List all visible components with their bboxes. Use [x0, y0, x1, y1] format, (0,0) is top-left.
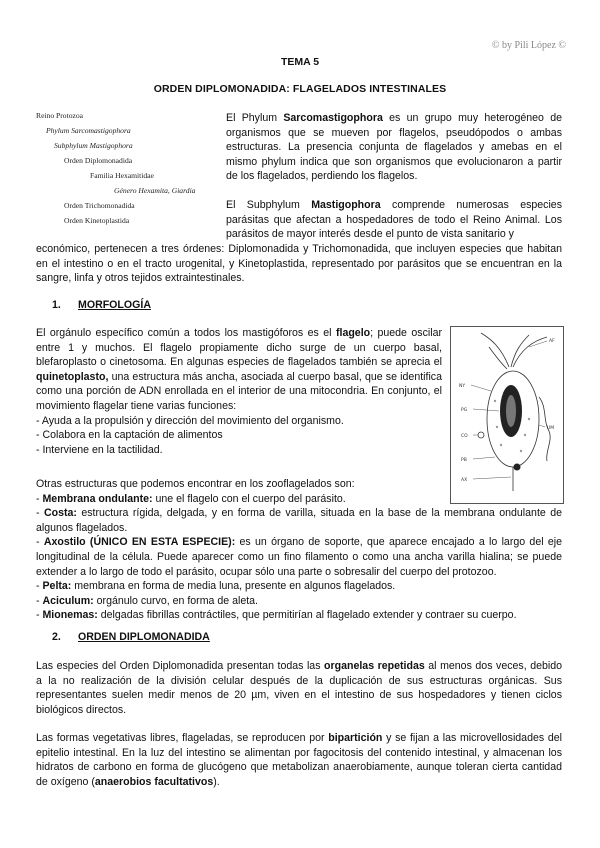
dip-p2-text-a: Las formas vegetativas libres, flageladas, se reproducen por: [36, 732, 329, 744]
structure-text: orgánulo curvo, en forma de aleta.: [93, 594, 259, 607]
figure-label: UM: [547, 426, 555, 431]
structure-term: Membrana ondulante:: [42, 492, 153, 505]
taxonomy-orden-trichomonadida: Orden Trichomonadida: [64, 201, 135, 210]
section-title: MORFOLOGÍA: [78, 299, 151, 311]
structure-item: - Aciculum: orgánulo curvo, en forma de aleta.: [36, 594, 259, 607]
morf-list-item: - Colabora en la captación de alimentos: [36, 429, 223, 442]
intro-p1-text-c: es un grupo muy heterogéneo de organismos que se mueven por flagelos, pseudópodos o ambas estructuras. La presencia conjunta de flagelados y amebas en el mismo phylum indica que son organismos que evolucionaron a partir de los flagelados, perdiendo los flagelos.: [226, 112, 562, 183]
section-number: 2.: [52, 631, 61, 643]
morf-term-flagelo: flagelo: [335, 327, 371, 339]
morf-list-item: - Interviene en la tactilidad.: [36, 443, 163, 456]
structure-term: Mionemas:: [42, 609, 98, 622]
figure-label: NY: [459, 384, 466, 389]
taxonomy-phylum: Phylum Sarcomastigophora: [46, 126, 131, 135]
dip-p2-text-c: y se fijan a las microvellosidades del epitelio intestinal. En la luz del intestino se alimentan por fagocitosis del contenido intestinal, y almacenan los hidratos de carbono en forma de glucógeno que metabolizan anaerobiamente, aunque toleran cierta cantidad de oxígeno (: [36, 732, 562, 788]
intro-paragraph-2: [226, 198, 562, 242]
dip-p1-text-c: al menos dos veces, debido a la no realización de la división celular después de la duplicación de sus estructuras orgánicas. Sus representantes suelen medir menos de 20 µm, viven en el intestino de sus hospedadores y tienen ciclos biológicos directos.: [36, 660, 563, 716]
figure-label: PG: [461, 408, 468, 413]
section-heading-morfologia: [52, 299, 151, 311]
structure-item: - Axostilo (ÚNICO EN ESTA ESPECIE): es un órgano de soporte, que aparece encajado a lo largo del eje longitudinal de la célula. Puede aparecer como un fino filamento o como una ancha varilla hialina; se puede extender a lo largo de todo el parásito, ocupar sólo una parte o sobresalir del cuerpo del protozoo.: [36, 536, 562, 578]
taxonomy-familia: Familia Hexamitidae: [90, 171, 154, 180]
dip-p2-term-anaerobios: anaerobios facultativos: [94, 775, 214, 788]
intro-p2-term: Mastigophora: [311, 199, 381, 211]
otras-estructuras-block: [36, 477, 562, 623]
structure-item: - Costa: estructura rígida, delgada, y en forma de varilla, situada en la base de la membrana ondulante de algunos flagelados.: [36, 507, 562, 534]
structure-term: Axostilo (ÚNICO EN ESTA ESPECIE):: [43, 536, 236, 549]
intro-p1-term: Sarcomastigophora: [283, 112, 383, 124]
structure-item: - Mionemas: delgadas fibrillas contráctiles, que permitirían al flagelado extender y contraer su cuerpo.: [36, 609, 517, 622]
page-title: TEMA 5: [280, 56, 320, 68]
structure-term: Pelta:: [42, 580, 72, 593]
structure-text: es un órgano de soporte, que aparece encajado a lo largo del eje longitudinal de la célula. Puede aparecer como un fino filamento o como una ancha varilla hialina; se puede extender a lo largo de todo el parásito, ocupar sólo una parte o sobresalir del cuerpo del protozoo.: [36, 536, 562, 578]
morfologia-paragraph: [36, 326, 442, 414]
page-subtitle: ORDEN DIPLOMONADIDA: FLAGELADOS INTESTINALES: [153, 83, 447, 95]
section-title: ORDEN DIPLOMONADIDA: [78, 631, 210, 643]
figure-label: PB: [461, 458, 467, 463]
structure-term: Aciculum:: [42, 594, 94, 607]
taxonomy-reino: Reino Protozoa: [36, 111, 84, 120]
morf-text-e: una estructura más ancha, asociada al cuerpo basal, que se identifica como una porción de ADN enrollada en el interior de una mitocondria. En conjunto, el movimiento flagelar tiene varias funciones:: [36, 370, 442, 412]
structure-item: - Pelta: membrana en forma de media luna, presente en algunos flagelados.: [36, 580, 396, 593]
diplomonadida-paragraph-2: [36, 731, 562, 789]
structure-text: membrana en forma de media luna, presente en algunos flagelados.: [71, 580, 396, 593]
structure-text: une el flagelo con el cuerpo del parásito.: [152, 492, 346, 505]
figure-label: AF: [549, 339, 555, 344]
morf-text-c: ; puede oscilar entre 1 y muchos. El flagelo propiamente dicho surge de un cuerpo basal, blefaroplasto o cinetosoma. En algunas especies de flagelados también se aprecia el: [36, 327, 442, 369]
structure-text: estructura rígida, delgada, y en forma de varilla, situada en la base de la membrana ondulante de algunos flagelados.: [36, 507, 562, 534]
dip-p2-text-e: ).: [213, 775, 220, 788]
intro-p2-text-c: comprende numerosas especies parásitas que afectan a hospedadores de todo el Reino Animal. Los parásitos de mayor interés desde el punto de vista sanitario y: [226, 199, 562, 241]
morf-term-quinetoplasto: quinetoplasto,: [36, 370, 109, 383]
author-watermark: © by Pili López ©: [491, 40, 566, 51]
taxonomy-genero: Género Hexamita, Giardia: [114, 186, 196, 195]
structure-text: delgadas fibrillas contráctiles, que permitirían al flagelado extender y contraer su cuerpo.: [97, 609, 517, 622]
intro-p2-text-a: El Subphylum: [226, 199, 312, 211]
taxonomy-list: [36, 108, 216, 228]
intro-paragraph-1: [226, 111, 562, 184]
taxonomy-subphylum: Subphylum Mastigophora: [54, 141, 133, 150]
structure-term: Costa:: [43, 507, 77, 520]
dip-p1-term: organelas repetidas: [324, 660, 425, 672]
dip-p2-term-biparticion: bipartición: [328, 732, 383, 744]
figure-label: CO: [461, 434, 468, 439]
otras-intro: Otras estructuras que podemos encontrar en los zooflagelados son:: [36, 478, 355, 490]
section-number: 1.: [52, 299, 61, 311]
intro-paragraph-2-continued: económico, pertenecen a tres órdenes: Diplomonadida y Trichomonadida, que incluyen especies que habitan en el intestino o en el tracto urogenital, y Kinetoplastida, representado por parásitos que se encuentran en la sangre, linfa y otros tejidos extraintestinales.: [36, 243, 562, 285]
taxonomy-orden-kinetoplastida: Orden Kinetoplastida: [64, 216, 130, 225]
figure-label: AX: [461, 478, 468, 483]
morf-list-item: - Ayuda a la propulsión y dirección del movimiento del organismo.: [36, 414, 344, 427]
structure-item: - Membrana ondulante: une el flagelo con el cuerpo del parásito.: [36, 492, 346, 505]
morfologia-block: [36, 326, 442, 457]
diplomonadida-paragraph-1: [36, 659, 562, 717]
dip-p1-text-a: Las especies del Orden Diplomonadida presentan todas las: [36, 660, 325, 672]
morf-text-a: El orgánulo específico común a todos los mastigóforos es el: [36, 327, 336, 339]
intro-p1-text-a: El Phylum: [226, 112, 284, 124]
taxonomy-orden-diplomonadida: Orden Diplomonadida: [64, 156, 133, 165]
section-heading-diplomonadida: [52, 631, 210, 643]
